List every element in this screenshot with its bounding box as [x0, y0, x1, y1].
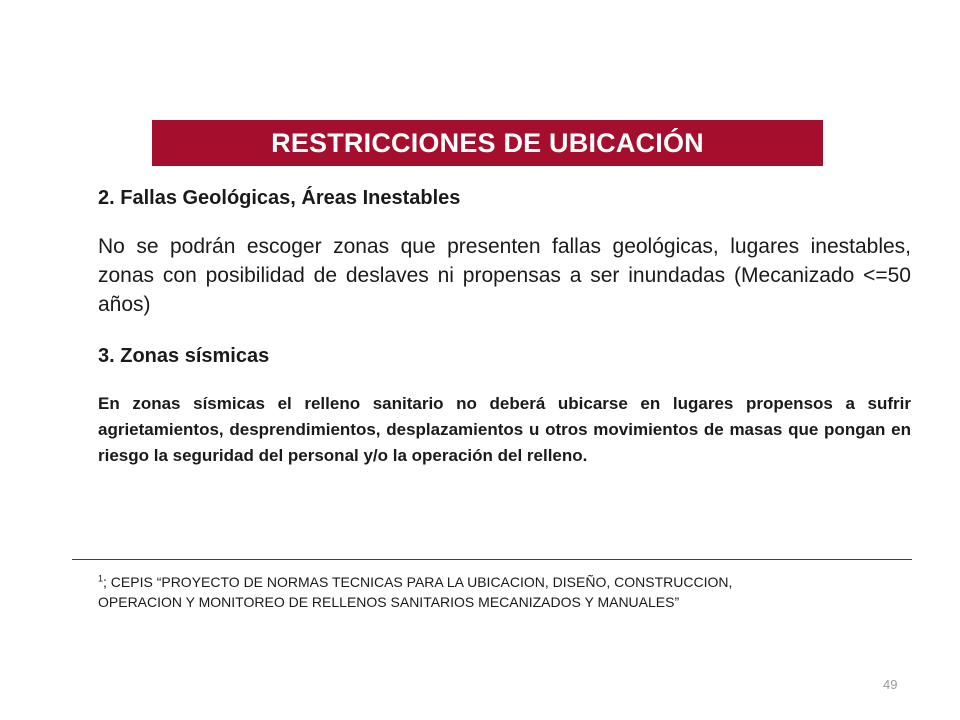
page-number: 49 [883, 677, 898, 692]
section-heading-zonas-sismicas: 3. Zonas sísmicas [98, 345, 270, 367]
footnote-marker: 1 [98, 573, 104, 584]
footnote [98, 572, 818, 612]
slide-title: RESTRICCIONES DE UBICACIÓN [152, 120, 823, 166]
section-text-fallas: No se podrán escoger zonas que presenten fallas geológicas, lugares inestables, zonas con posibilidad de deslaves ni propensas a ser inundadas (Mecanizado <=50 años) [98, 235, 911, 316]
section-heading-fallas: 2. Fallas Geológicas, Áreas Inestables [98, 187, 461, 209]
footnote-divider [72, 559, 912, 560]
section-text-zonas-sismicas: En zonas sísmicas el relleno sanitario no deberá ubicarse en lugares propensos a sufrir agrietamientos, desprendimientos, desplazamientos u otros movimientos de masas que pongan en riesgo la seguridad del personal y/o la operación del relleno. [98, 394, 911, 465]
footnote-text: ; CEPIS “PROYECTO DE NORMAS TECNICAS PARA LA UBICACION, DISEÑO, CONSTRUCCION, OPERACION Y MONITOREO DE RELLENOS SANITARIOS MECANIZADOS Y MANUALES” [98, 574, 733, 610]
